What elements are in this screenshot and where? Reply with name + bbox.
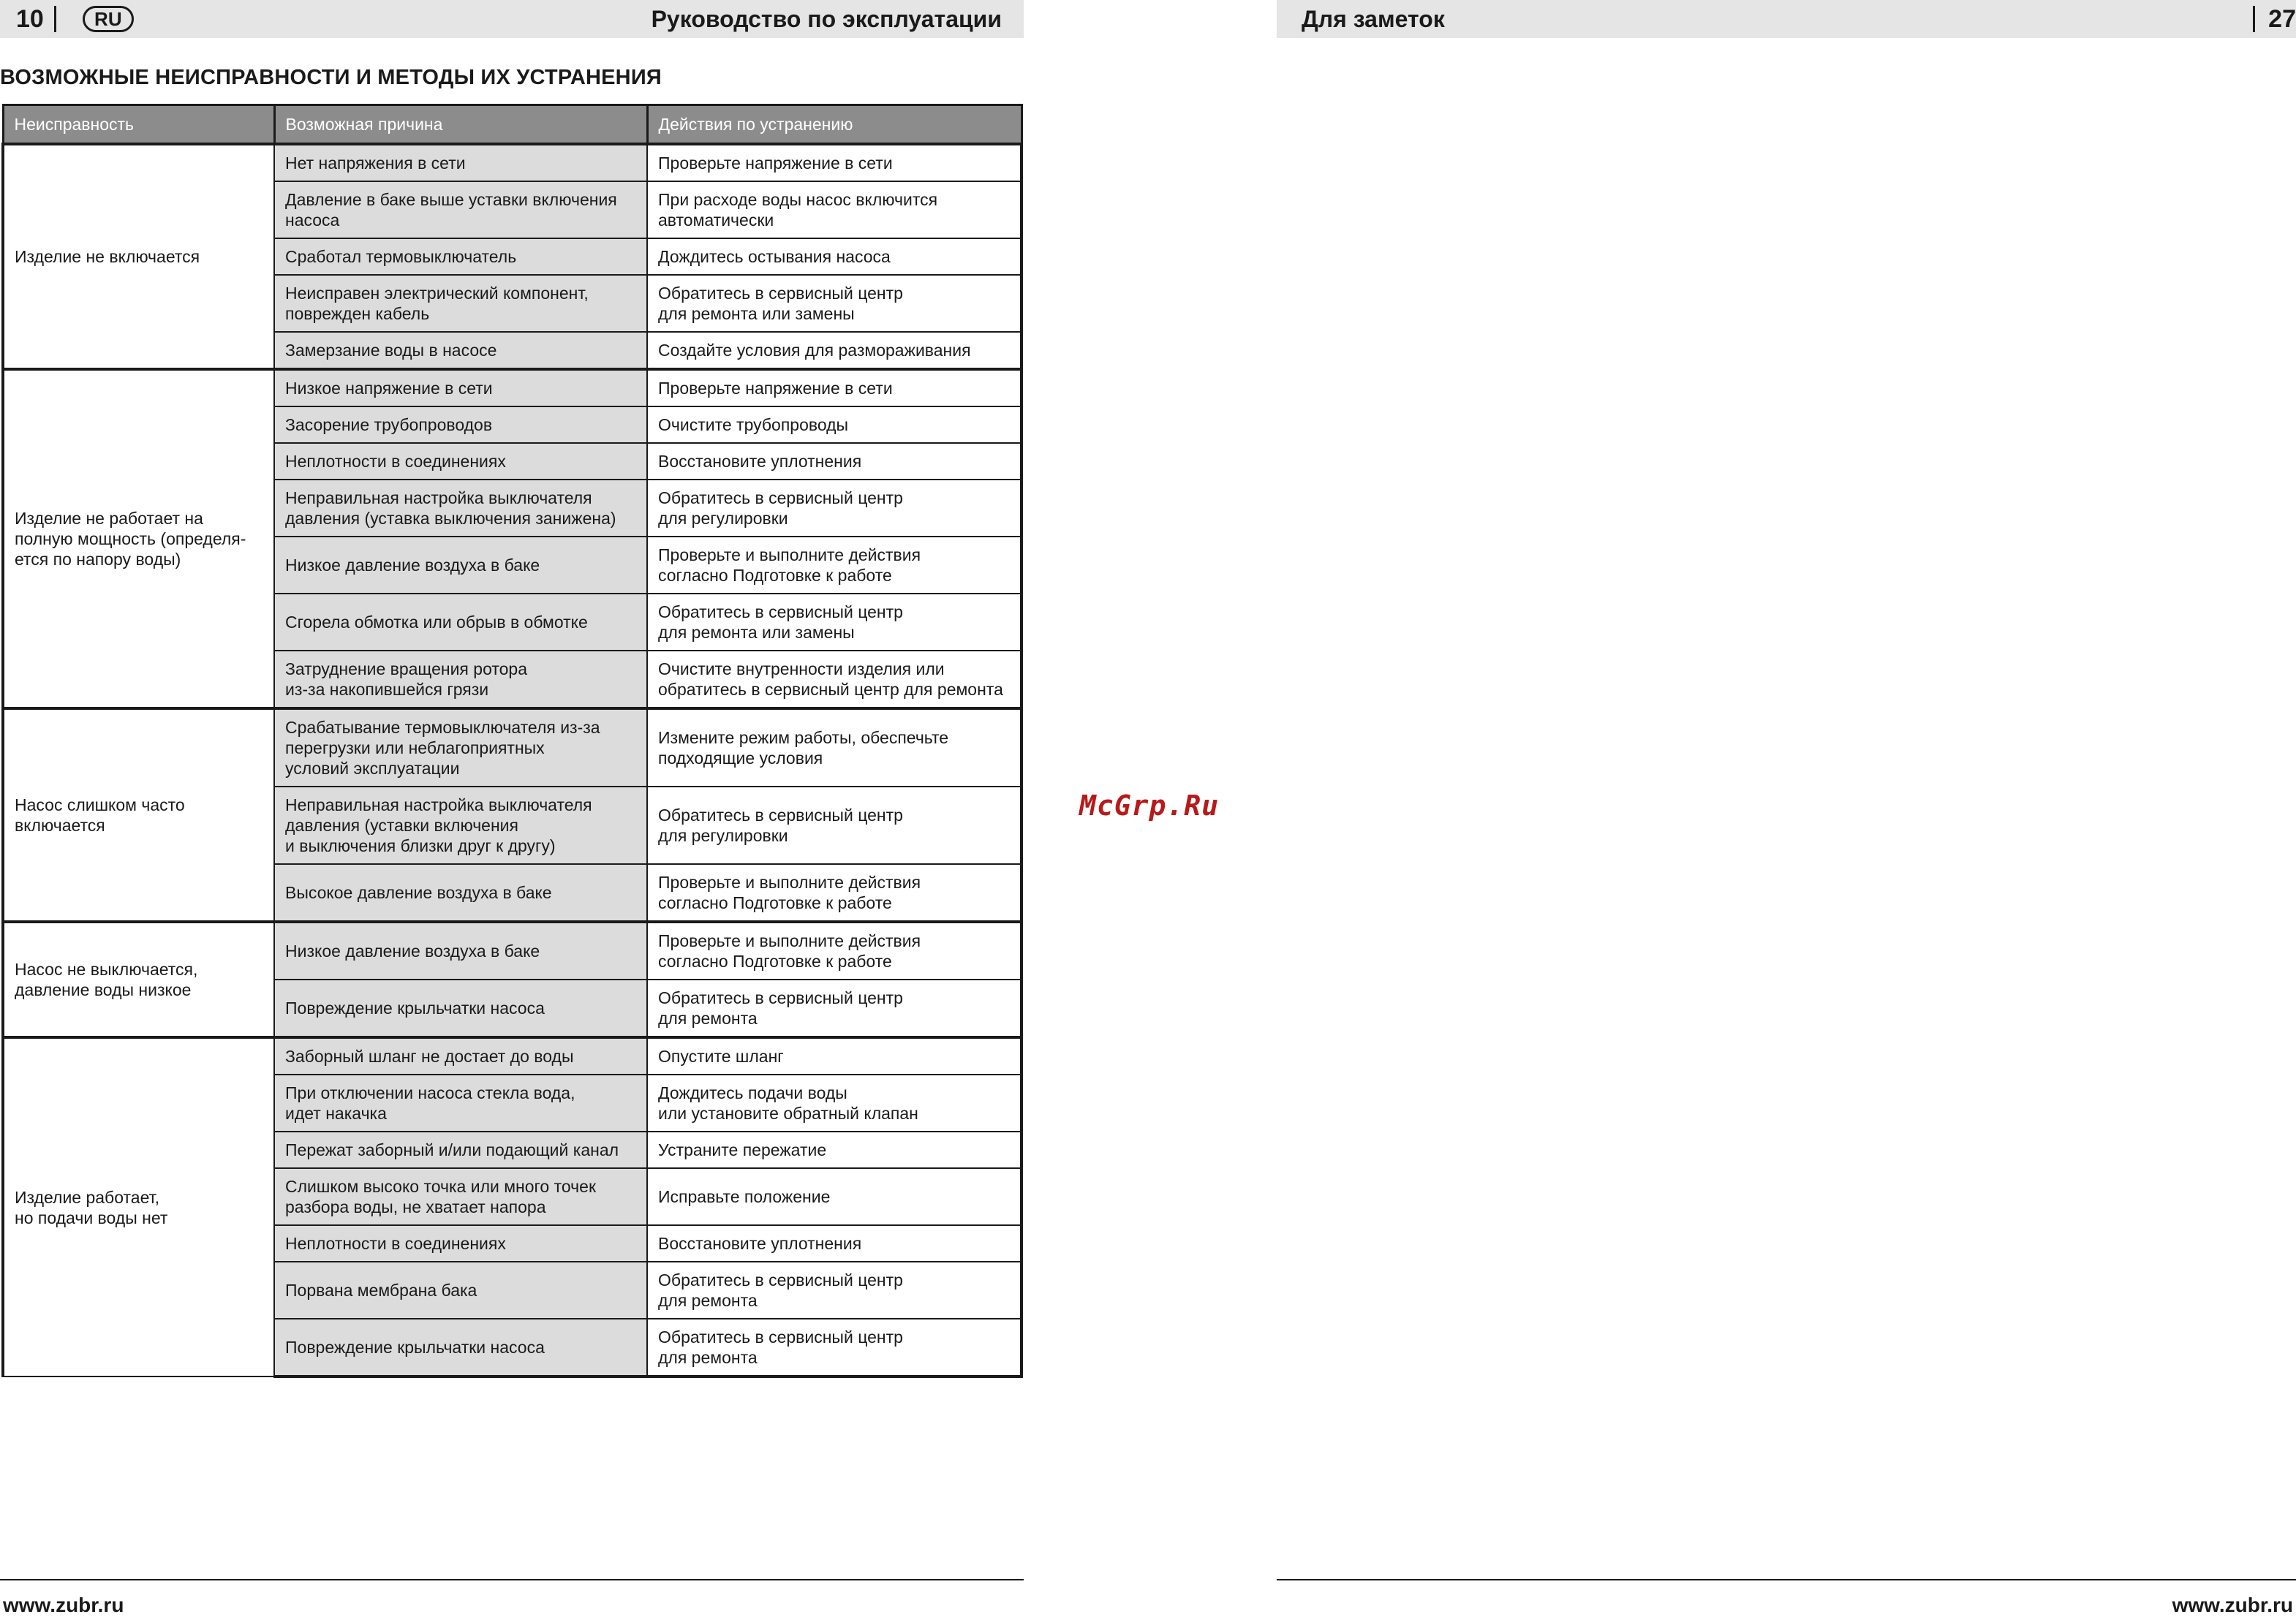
action-cell <box>647 443 1022 480</box>
action-cell <box>647 1319 1022 1376</box>
cause-text: Нет напряжения в сети <box>285 154 466 173</box>
cause-cell <box>274 651 647 708</box>
header-divider <box>54 6 56 32</box>
action-cell <box>647 238 1022 275</box>
action-text: Дождитесь остывания насоса <box>658 247 891 266</box>
fault-text: Изделие не включается <box>15 247 200 266</box>
cause-cell <box>274 980 647 1037</box>
action-cell <box>647 537 1022 594</box>
action-text: Восстановите уплотнения <box>658 1234 862 1253</box>
left-page-header <box>0 0 1024 38</box>
action-text: Создайте условия для размораживания <box>658 341 971 360</box>
right-footer-url: www.zubr.ru <box>2172 1594 2293 1616</box>
cause-cell <box>274 1168 647 1225</box>
cause-text: Сработал термовыключатель <box>285 247 517 266</box>
action-text: Проверьте напряжение в сети <box>658 379 893 398</box>
cause-text: Неправильная настройка выключателя давления (уставки включения и выключения близки друг к другу) <box>285 795 592 855</box>
action-cell <box>647 369 1022 406</box>
fault-cell <box>3 369 274 708</box>
action-text: Опустите шланг <box>658 1047 784 1066</box>
action-cell <box>647 708 1022 787</box>
action-cell <box>647 594 1022 651</box>
table-row <box>3 144 1022 181</box>
header-divider <box>2253 6 2255 32</box>
action-cell <box>647 480 1022 537</box>
table-row <box>3 708 1022 787</box>
cause-cell <box>274 922 647 980</box>
cause-text: Повреждение крыльчатки насоса <box>285 999 545 1018</box>
action-cell <box>647 787 1022 864</box>
cause-cell <box>274 443 647 480</box>
right-header-title: Для заметок <box>1302 5 1445 32</box>
action-cell <box>647 1037 1022 1075</box>
cause-text: Неисправен электрический компонент, поврежден кабель <box>285 284 589 323</box>
cause-cell <box>274 1075 647 1132</box>
header-fault: Неисправность <box>3 105 274 145</box>
watermark: McGrp.Ru <box>1079 789 1220 822</box>
action-cell <box>647 181 1022 238</box>
cause-text: Затруднение вращения ротора из-за накопившейся грязи <box>285 659 528 699</box>
left-footer-url: www.zubr.ru <box>3 1594 124 1616</box>
left-header-title: Руководство по эксплуатации <box>651 5 1002 32</box>
action-text: Проверьте напряжение в сети <box>658 154 893 173</box>
cause-cell <box>274 1037 647 1075</box>
table-header-row <box>3 105 1022 145</box>
right-footer-rule <box>1277 1579 2296 1580</box>
action-text: Обратитесь в сервисный центр для ремонта или замены <box>658 284 903 323</box>
cause-text: Низкое напряжение в сети <box>285 379 493 398</box>
cause-text: Заборный шланг не достает до воды <box>285 1047 574 1066</box>
action-cell <box>647 1262 1022 1319</box>
action-text: Очистите трубопроводы <box>658 415 849 434</box>
cause-text: Неправильная настройка выключателя давления (уставка выключения занижена) <box>285 488 616 528</box>
fault-cell <box>3 144 274 369</box>
cause-text: Низкое давление воздуха в баке <box>285 556 540 575</box>
action-text: Измените режим работы, обеспечьте подходящие условия <box>658 728 949 768</box>
troubleshooting-table <box>1 104 1023 1378</box>
header-cause: Возможная причина <box>274 105 647 145</box>
action-cell <box>647 1132 1022 1168</box>
cause-cell <box>274 537 647 594</box>
right-page-number: 27 <box>2268 4 2296 33</box>
action-text: Проверьте и выполните действия согласно Подготовке к работе <box>658 873 921 912</box>
action-cell <box>647 922 1022 980</box>
action-cell <box>647 1168 1022 1225</box>
action-text: Исправьте положение <box>658 1187 831 1206</box>
left-footer-rule <box>0 1579 1024 1580</box>
fault-text: Изделие не работает на полную мощность (определя- ется по напору воды) <box>15 509 246 569</box>
cause-cell <box>274 787 647 864</box>
action-cell <box>647 651 1022 708</box>
cause-text: Замерзание воды в насосе <box>285 341 497 360</box>
fault-cell <box>3 922 274 1037</box>
cause-cell <box>274 332 647 369</box>
action-cell <box>647 332 1022 369</box>
table-row <box>3 922 1022 980</box>
action-text: Очистите внутренности изделия или обратитесь в сервисный центр для ремонта <box>658 659 1003 699</box>
action-text: Обратитесь в сервисный центр для ремонта или замены <box>658 602 903 642</box>
cause-cell <box>274 275 647 332</box>
action-text: Обратитесь в сервисный центр для ремонта <box>658 1328 903 1367</box>
cause-text: Засорение трубопроводов <box>285 415 493 434</box>
cause-cell <box>274 480 647 537</box>
right-page-number-wrap <box>2253 5 2296 34</box>
action-text: При расходе воды насос включится автоматически <box>658 190 938 230</box>
cause-cell <box>274 1319 647 1376</box>
fault-text: Насос слишком часто включается <box>15 795 185 835</box>
action-text: Обратитесь в сервисный центр для ремонта <box>658 988 903 1028</box>
action-text: Обратитесь в сервисный центр для ремонта <box>658 1270 903 1310</box>
cause-cell <box>274 181 647 238</box>
cause-cell <box>274 369 647 406</box>
table-row <box>3 369 1022 406</box>
cause-text: Низкое давление воздуха в баке <box>285 942 540 961</box>
action-text: Обратитесь в сервисный центр для регулировки <box>658 806 903 845</box>
cause-cell <box>274 1132 647 1168</box>
action-text: Проверьте и выполните действия согласно Подготовке к работе <box>658 931 921 971</box>
action-cell <box>647 980 1022 1037</box>
action-text: Обратитесь в сервисный центр для регулировки <box>658 488 903 528</box>
action-text: Дождитесь подачи воды или установите обратный клапан <box>658 1083 918 1123</box>
cause-text: Повреждение крыльчатки насоса <box>285 1338 545 1357</box>
action-cell <box>647 144 1022 181</box>
action-cell <box>647 864 1022 922</box>
section-title: ВОЗМОЖНЫЕ НЕИСПРАВНОСТИ И МЕТОДЫ ИХ УСТРАНЕНИЯ <box>0 66 662 89</box>
action-text: Восстановите уплотнения <box>658 452 862 471</box>
left-page-number: 10 <box>16 4 44 33</box>
cause-cell <box>274 708 647 787</box>
cause-text: Сгорела обмотка или обрыв в обмотке <box>285 613 588 632</box>
action-cell <box>647 275 1022 332</box>
action-text: Проверьте и выполните действия согласно Подготовке к работе <box>658 545 921 585</box>
cause-text: Давление в баке выше уставки включения насоса <box>285 190 617 230</box>
cause-text: Высокое давление воздуха в баке <box>285 883 552 902</box>
action-text: Устраните пережатие <box>658 1140 827 1159</box>
cause-text: Пережат заборный и/или подающий канал <box>285 1140 619 1159</box>
language-badge: RU <box>83 6 134 32</box>
action-cell <box>647 1075 1022 1132</box>
cause-cell <box>274 864 647 922</box>
fault-cell <box>3 1037 274 1376</box>
action-cell <box>647 406 1022 443</box>
header-action: Действия по устранению <box>647 105 1022 145</box>
cause-text: При отключении насоса стекла вода, идет накачка <box>285 1083 575 1123</box>
cause-cell <box>274 144 647 181</box>
fault-text: Изделие работает, но подачи воды нет <box>15 1187 168 1227</box>
cause-cell <box>274 1262 647 1319</box>
table-body <box>3 144 1022 1376</box>
cause-text: Неплотности в соединениях <box>285 452 506 471</box>
table-row <box>3 1037 1022 1075</box>
cause-text: Неплотности в соединениях <box>285 1234 506 1253</box>
cause-text: Слишком высоко точка или много точек разбора воды, не хватает напора <box>285 1177 597 1216</box>
cause-text: Порвана мембрана бака <box>285 1281 477 1300</box>
action-cell <box>647 1225 1022 1262</box>
fault-text: Насос не выключается, давление воды низкое <box>15 960 198 999</box>
cause-cell <box>274 1225 647 1262</box>
cause-cell <box>274 594 647 651</box>
cause-text: Срабатывание термовыключателя из-за перегрузки или неблагоприятных условий эксплуатации <box>285 718 600 778</box>
cause-cell <box>274 406 647 443</box>
fault-cell <box>3 708 274 922</box>
cause-cell <box>274 238 647 275</box>
right-page-header <box>1277 0 2296 38</box>
